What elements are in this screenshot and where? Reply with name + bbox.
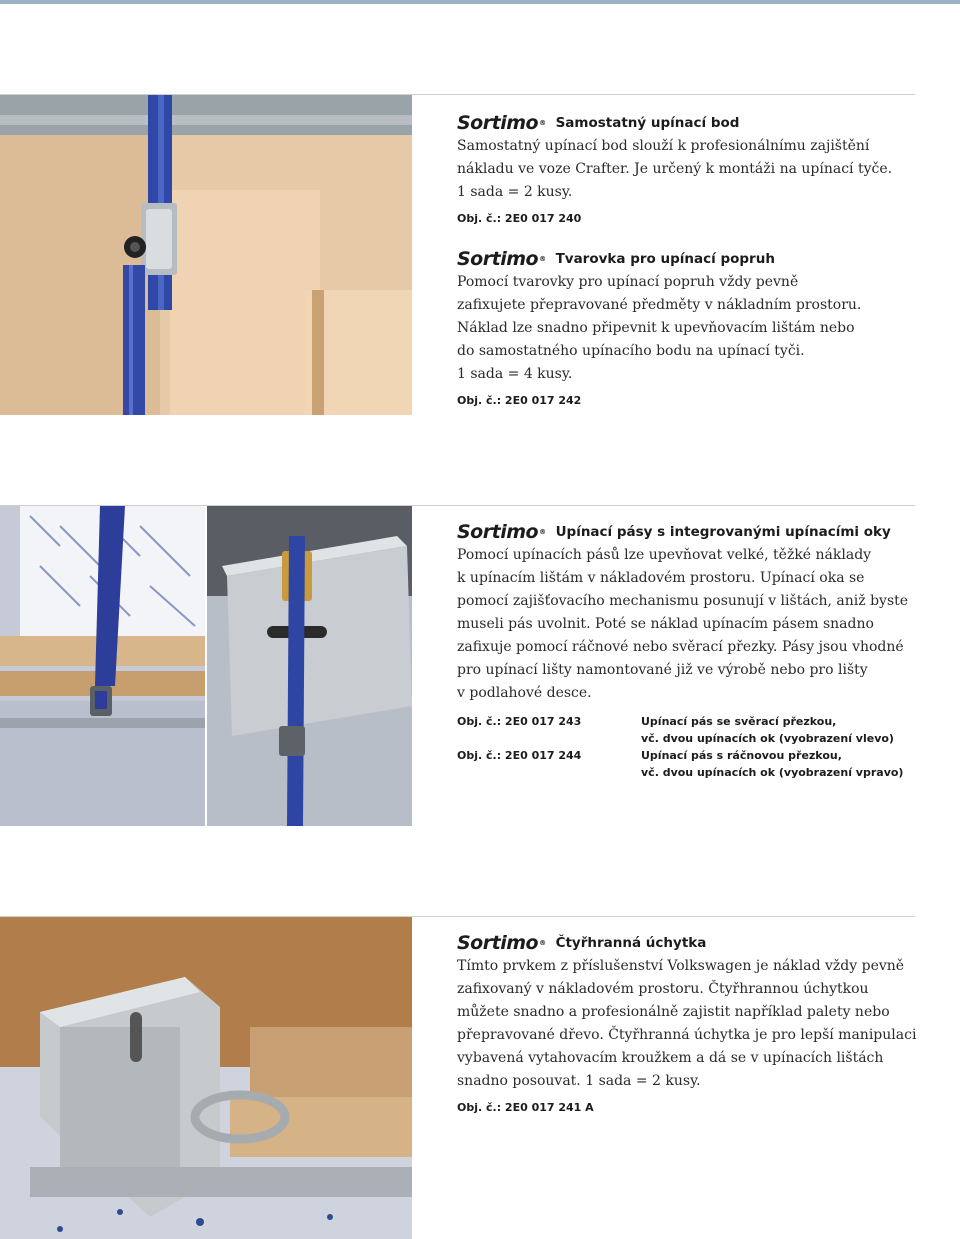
order-number: Obj. č.: 2E0 017 243 (457, 715, 582, 728)
section-anchor-point (0, 94, 960, 416)
sortimo-logo: Sortimo® (457, 932, 546, 954)
order-description: vč. dvou upínacích ok (vyobrazení vpravo) (641, 766, 904, 779)
sortimo-logo: Sortimo® (457, 112, 546, 134)
product-title: Samostatný upínací bod (555, 115, 740, 131)
photo-anchor-point-strap (0, 95, 412, 415)
photo-square-fastener (0, 917, 412, 1239)
product-description: Pomocí tvarovky pro upínací popruh vždy pevně zafixujete přepravované předměty v nákladním prostoru. Náklad lze snadno připevnit k upevňovacím lištám nebo do samostatného upínacího bodu na upínací tyči. 1 sada = 4 kusy. (457, 274, 862, 382)
product-title: Tvarovka pro upínací popruh (555, 251, 775, 267)
section-lashing-straps (0, 505, 960, 827)
order-number: Obj. č.: 2E0 017 240 (457, 212, 582, 225)
sortimo-logo: Sortimo® (457, 521, 546, 543)
photo-strap-ratchet-buckle (207, 506, 412, 826)
photo-strap-clamp-buckle (0, 506, 205, 826)
product-description: Tímto prvkem z příslušenství Volkswagen je náklad vždy pevně zafixovaný v nákladovém prostoru. Čtyřhrannou úchytkou můžete snadno a profesionálně zajistit například palety nebo přepravované dřevo. Čtyřhranná úchytka je pro lepší manipulaci vybavená vytahovacím kroužkem a dá se v upínacích lištách snadno posouvat. 1 sada = 2 kusy. (457, 958, 917, 1089)
sortimo-logo: Sortimo® (457, 248, 546, 270)
product-description: Samostatný upínací bod slouží k profesionálnímu zajištění nákladu ve voze Crafter. Je určený k montáži na upínací tyče. 1 sada = 2 kusy. (457, 138, 893, 200)
product-description: Pomocí upínacích pásů lze upevňovat velké, těžké náklady k upínacím lištám v nákladovém prostoru. Upínací oka se pomocí zajišťovacího mechanismu posunují v lištách, aniž byste museli pás uvolnit. Poté se náklad upínacím pásem snadno zafixuje pomocí ráčnové nebo svěrací přezky. Pásy jsou vhodné pro upínací lišty namontované již ve výrobě nebo pro lišty v podlahové desce. (457, 547, 909, 701)
order-description: Upínací pás se svěrací přezkou, (641, 715, 837, 728)
product-title: Čtyřhranná úchytka (555, 935, 707, 951)
top-accent-bar (0, 0, 960, 4)
product-title: Upínací pásy s integrovanými upínacími oky (555, 524, 891, 540)
order-description: Upínací pás s ráčnovou přezkou, (641, 749, 842, 762)
order-number: Obj. č.: 2E0 017 242 (457, 394, 582, 407)
product-block-anchor-point (457, 112, 917, 227)
product-block-strap-fitting (457, 248, 917, 409)
product-block-square-fastener (457, 932, 917, 1116)
section-square-fastener (0, 916, 960, 1239)
order-description: vč. dvou upínacích ok (vyobrazení vlevo) (641, 732, 894, 745)
order-list (457, 713, 917, 781)
order-number: Obj. č.: 2E0 017 244 (457, 749, 582, 762)
product-block-lashing-straps (457, 521, 917, 781)
order-number: Obj. č.: 2E0 017 241 A (457, 1101, 594, 1114)
